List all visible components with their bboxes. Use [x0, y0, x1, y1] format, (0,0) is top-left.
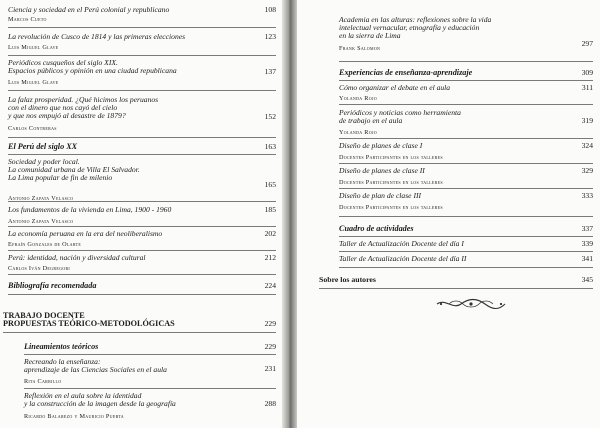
entry-title: Sociedad y poder local. La comunidad urbana de Villa El Salvador. La Lima popular de fin de milenio — [8, 157, 140, 182]
toc-entry — [24, 357, 276, 385]
entry-author: Yolanda Rojo — [339, 129, 377, 136]
entry-page: 311 — [581, 83, 593, 92]
entry-page: 337 — [581, 224, 593, 233]
entry-title: La revolución de Cusco de 1814 y las primeras elecciones — [8, 32, 186, 41]
toc-entry — [24, 391, 276, 420]
entry-author: Antonio Zapata Velasco — [8, 218, 74, 225]
divider — [319, 288, 593, 289]
entry-author: Rita Carrillo — [24, 378, 62, 385]
entry-author: Luis Miguel Glave — [8, 79, 59, 86]
entry-page: 202 — [264, 229, 276, 238]
toc-entry — [8, 205, 276, 225]
entry-page: 319 — [581, 116, 593, 125]
entry-author: Ricardo Balarezo y Mauricio Puerta — [24, 413, 124, 420]
toc-entry — [339, 141, 593, 161]
entry-page: 212 — [264, 253, 276, 262]
divider — [8, 137, 276, 138]
divider — [339, 251, 593, 252]
entry-title: Cómo organizar el debate en el aula — [339, 83, 451, 92]
entry-page: 229 — [264, 342, 276, 351]
divider — [339, 163, 593, 164]
divider — [8, 201, 276, 202]
toc-entry — [8, 230, 276, 246]
divider — [8, 294, 276, 295]
divider — [3, 332, 276, 333]
entry-author: Efraín Gonzales de Olarte — [8, 241, 82, 248]
toc-entry — [339, 255, 593, 271]
entry-title: Ciencia y sociedad en el Perú colonial y republicano — [8, 5, 170, 14]
divider — [339, 61, 593, 62]
entry-page: 324 — [581, 141, 593, 150]
entry-page: 333 — [581, 191, 593, 200]
entry-author: Carlos Iván Degregori — [8, 265, 71, 272]
entry-page: 163 — [264, 142, 276, 151]
toc-entry — [8, 254, 276, 270]
right-page — [297, 0, 600, 428]
entry-title: Diseño de planes de clase II — [339, 166, 425, 175]
divider — [339, 138, 593, 139]
entry-author: Frank Salomon — [339, 45, 381, 52]
entry-page: 329 — [581, 166, 593, 175]
divider — [8, 274, 276, 275]
entry-title: La falaz prosperidad. ¿Qué hicimos los peruanos con el dinero que nos cayó del cielo y que nos empujó al desastre de 1879? — [8, 95, 159, 120]
toc-entry — [339, 108, 593, 136]
entry-author: Docentes Participantes en los talleres — [339, 179, 443, 186]
section-title: El Perú del siglo XX — [8, 142, 78, 151]
toc-entry — [8, 157, 276, 202]
section-title: Cuadro de actividades — [339, 224, 414, 233]
divider — [8, 226, 276, 227]
entry-page: 288 — [264, 399, 276, 408]
toc-entry — [339, 166, 593, 186]
divider — [339, 80, 593, 81]
entry-page: 108 — [264, 5, 276, 14]
divider — [8, 55, 276, 56]
entry-title: Taller de Actualización Docente del día II — [339, 254, 467, 263]
divider — [339, 188, 593, 189]
divider — [339, 236, 593, 237]
entry-page: 165 — [264, 180, 276, 189]
section-title: Lineamientos teóricos — [24, 342, 99, 351]
entry-page: 341 — [581, 254, 593, 263]
toc-entry — [8, 33, 276, 49]
entry-title: Diseño de planes de clase I — [339, 141, 423, 150]
toc-entry — [339, 191, 593, 211]
entry-title: Recreando la enseñanza: aprendizaje de las Ciencias Sociales en el aula — [24, 357, 167, 374]
left-page — [0, 0, 282, 428]
entry-title: Reflexión en el aula sobre la identidad y la construcción de la imagen desde la geografía — [24, 391, 176, 408]
entry-title: Taller de Actualización Docente del día I — [339, 239, 464, 248]
entry-author: Marcos Cueto — [8, 16, 47, 23]
entry-title: Diseño de plan de clase III — [339, 191, 422, 200]
toc-entry — [339, 15, 593, 52]
divider — [339, 104, 593, 105]
part-title: TRABAJO DOCENTE PROPUESTAS TEÓRICO-METODOLÓGICAS — [3, 311, 175, 328]
book-gutter — [282, 0, 297, 428]
entry-title: La economía peruana en la era del neoliberalismo — [8, 229, 163, 238]
entry-author: Antonio Zapata Velasco — [8, 195, 74, 202]
entry-author: Docentes Participantes en los talleres — [339, 154, 443, 161]
section-title: Experiencias de enseñanza-aprendizaje — [339, 68, 473, 77]
divider — [8, 27, 276, 28]
entry-page: 297 — [581, 39, 593, 48]
section-heading — [8, 282, 276, 298]
section-title: Sobre los autores — [319, 275, 376, 284]
entry-title: Periódicos y noticias como herramienta de trabajo en el aula — [339, 108, 461, 125]
toc-entry — [8, 58, 276, 86]
entry-page: 231 — [264, 364, 276, 373]
entry-author: Docentes Participantes en los talleres — [339, 204, 443, 211]
divider — [24, 354, 276, 355]
decorative-flourish-icon — [435, 297, 507, 311]
divider — [8, 90, 276, 91]
entry-page: 229 — [264, 319, 276, 328]
section-title: Bibliografía recomendada — [8, 281, 97, 290]
divider — [8, 154, 276, 155]
toc-entry — [8, 6, 276, 22]
section-heading — [319, 276, 593, 292]
divider — [339, 216, 593, 217]
entry-page: 152 — [264, 112, 276, 121]
entry-author: Carlos Contreras — [8, 125, 57, 132]
entry-page: 123 — [264, 32, 276, 41]
entry-author: Yolanda Rojo — [339, 95, 377, 102]
entry-page: 345 — [581, 275, 593, 284]
toc-entry — [339, 84, 593, 100]
toc-entry — [8, 95, 276, 132]
divider — [24, 388, 276, 389]
part-heading — [3, 312, 276, 328]
entry-page: 339 — [581, 239, 593, 248]
divider — [8, 250, 276, 251]
entry-title: Academia en las alturas: reflexiones sobre la vida intelectual vernacular, etnografía y educación en la sierra de Lima — [339, 15, 492, 40]
entry-page: 185 — [264, 205, 276, 214]
entry-title: Perú: identidad, nación y diversidad cultural — [8, 253, 146, 262]
entry-page: 224 — [264, 281, 276, 290]
entry-author: Luis Miguel Glave — [8, 44, 59, 51]
divider — [339, 267, 593, 268]
entry-page: 309 — [581, 68, 593, 77]
entry-title: Periódicos cusqueños del siglo XIX. Espacios públicos y opinión en una ciudad republicana — [8, 58, 177, 75]
entry-page: 137 — [264, 67, 276, 76]
entry-title: Los fundamentos de la vivienda en Lima, 1900 - 1960 — [8, 205, 172, 214]
